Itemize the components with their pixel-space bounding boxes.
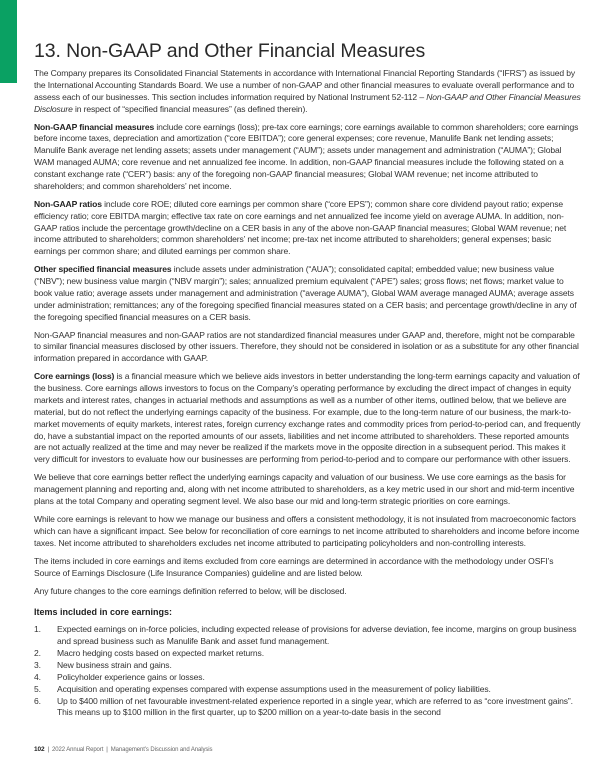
report-name: 2022 Annual Report: [52, 747, 104, 753]
instrument-title: Non-GAAP and Other Financial Measures Disclosure: [34, 91, 581, 114]
items-included-list: [34, 624, 582, 719]
section-accent-bar: [0, 0, 17, 83]
page-content: [34, 40, 582, 719]
list-item-text: New business strain and gains.: [57, 659, 172, 670]
paragraph-text: Any future changes to the core earnings definition referred to below, will be disclosed.: [34, 585, 347, 596]
list-item-number: 6.: [34, 695, 41, 706]
paragraph-lead: Other specified financial measures: [34, 264, 172, 275]
macroeconomic-paragraph: [34, 514, 582, 550]
future-changes-paragraph: [34, 586, 582, 598]
list-item-number: 4.: [34, 671, 41, 682]
paragraph-text: include core earnings (loss); pre-tax core earnings; core earnings available to common shareholders; core earnings before income taxes, depreciation and amortization (“core EBITDA”); core general expenses; core revenue, Manulife Bank net lending assets; Manulife Bank average net lending assets; assets under management (“AUM”); assets under management and administration (“AUMA”); Global WAM managed AUMA; core revenue and net annualized fee income. In addition, non-GAAP financial measures include the following stated on a constant exchange rate (“CER”) basis: any of the foregoing non-GAAP financial measures; Global WAM revenue; net income attributed to shareholders; and common shareholders’ net income.: [34, 121, 579, 191]
paragraph-text: is a financial measure which we believe aids investors in better understanding the long-term earnings capacity and valuation of the business. Core earnings allows investors to focus on the Company’s operating performance by excluding the direct impact of changes in equity markets and interest rates, changes in actuarial methods and assumptions as well as a number of other items, outlined below, that we believe are material, but do not reflect the underlying earnings capacity of the business. For example, due to the long-term nature of our business, the mark-to-market movements of equity markets, interest rates, foreign currency exchange rates and commodity prices from period-to-period can, and frequently do, have a substantial impact on the reported amounts of our assets, liabilities and net income attributed to shareholders. These reported amounts are not actually realized at the time and may never be realized if the markets move in the opposite direction in a subsequent period. This makes it very difficult for investors to evaluate how our businesses are performing from period-to-period and to compare our performance with other issuers.: [34, 371, 581, 465]
intro-paragraph: [34, 68, 582, 115]
standardization-paragraph: [34, 330, 582, 366]
list-item: [34, 672, 582, 684]
footer-separator: |: [106, 747, 108, 753]
list-item-number: 1.: [34, 624, 41, 635]
list-item-text: Macro hedging costs based on expected market returns.: [57, 648, 264, 659]
list-item-text: Acquisition and operating expenses compared with expense assumptions used in the measurement of policy liabilities.: [57, 683, 491, 694]
items-included-heading: Items included in core earnings:: [34, 607, 173, 618]
list-item: [34, 660, 582, 672]
paragraph-text: While core earnings is relevant to how we manage our business and offers a consistent methodology, it is not insulated from macroeconomic factors which can have a significant impact. See below for reconciliation of core earnings to net income attributed to shareholders and income before income taxes. Net income attributed to shareholders excludes net income attributed to participating policyholders and non-controlling interests.: [34, 514, 580, 548]
footer-separator: |: [47, 747, 50, 753]
paragraph-text: The items included in core earnings and items excluded from core earnings are determined in accordance with the methodology under OSFI’s Source of Earnings Disclosure (Life Insurance Companies) guideline and are listed below.: [34, 555, 554, 578]
list-item-text: Up to $400 million of net favourable investment-related experience reported in a single year, which are referred to as “core investment gains”. This means up to $100 million in the first quarter, up to $200 million on a year-to-date basis in the second: [57, 695, 573, 718]
report-section: Management’s Discussion and Analysis: [110, 747, 213, 753]
list-item-number: 3.: [34, 659, 41, 670]
methodology-paragraph: [34, 556, 582, 580]
page-footer: [34, 746, 212, 753]
list-item-number: 5.: [34, 683, 41, 694]
list-item: [34, 648, 582, 660]
paragraph-lead: Non-GAAP ratios: [34, 198, 102, 209]
intro-text-b: in respect of “specified financial measures” (as defined therein).: [72, 103, 308, 114]
paragraph-text: Non-GAAP financial measures and non-GAAP ratios are not standardized financial measures under GAAP and, therefore, might not be comparable to similar financial measures disclosed by other issuers. Therefore, they should not be considered in isolation or as a substitute for any other financial information prepared in accordance with GAAP.: [34, 329, 579, 364]
other-measures-paragraph: [34, 264, 582, 323]
paragraph-lead: Non-GAAP financial measures: [34, 121, 155, 132]
non-gaap-ratios-paragraph: [34, 199, 582, 258]
paragraph-text: include core ROE; diluted core earnings per common share (“core EPS”); common share core dividend payout ratio; expense efficiency ratio; core EBITDA margin; effective tax rate on core earnings and net annualized fee income yield on average AUMA. In addition, non-GAAP ratios include the percentage growth/decline on a CER basis in any of the above non-GAAP financial measures; Global WAM revenue; net income attributed to shareholders; common shareholders’ net income; pre-tax net income attributed to shareholders; general expenses; basic earnings per common share; and diluted earnings per common share.: [34, 198, 567, 257]
paragraph-text: include assets under administration (“AUA”); consolidated capital; embedded value; new business value (“NBV”); new business value margin (“NBV margin”); sales; annualized premium equivalent (“APE”) sales; gross flows; net flows; market value to book value ratio; average assets under management and administration (“average AUMA”), Global WAM average managed AUMA; average assets under administration; remittances; any of the foregoing specified financial measures stated on a CER basis; and percentage growth/decline in any of the foregoing specified financial measures on a CER basis.: [34, 264, 577, 322]
list-item-number: 2.: [34, 648, 41, 659]
list-item-text: Expected earnings on in-force policies, including expected release of provisions for adverse deviation, fee income, margins on group business and spread business such as Manulife Bank and asset fund management.: [57, 624, 577, 647]
page-number: 102: [34, 746, 45, 753]
intro-text-a: The Company prepares its Consolidated Financial Statements in accordance with International Financial Reporting Standards (“IFRS”) as issued by the International Accounting Standards Board. We use a number of non-GAAP and other financial measures to evaluate overall performance and to assess each of our businesses. This section includes information required by National Instrument 52-112 –: [34, 68, 576, 102]
paragraph-text: We believe that core earnings better reflect the underlying earnings capacity and valuation of our business. We use core earnings as the basis for management planning and reporting and, along with net income attributed to shareholders, as a key metric used in our short and mid-term incentive plans at the total Company and operating segment level. We also base our mid and long-term strategic priorities on core earnings.: [34, 472, 575, 506]
list-item: [34, 684, 582, 696]
list-item: [34, 624, 582, 648]
section-title: 13. Non-GAAP and Other Financial Measures: [34, 40, 426, 62]
core-earnings-reflection-paragraph: [34, 472, 582, 508]
list-item-text: Policyholder experience gains or losses.: [57, 671, 205, 682]
paragraph-lead: Core earnings (loss): [34, 371, 115, 382]
list-item: [34, 696, 582, 720]
non-gaap-measures-paragraph: [34, 122, 582, 193]
core-earnings-paragraph: [34, 371, 582, 466]
